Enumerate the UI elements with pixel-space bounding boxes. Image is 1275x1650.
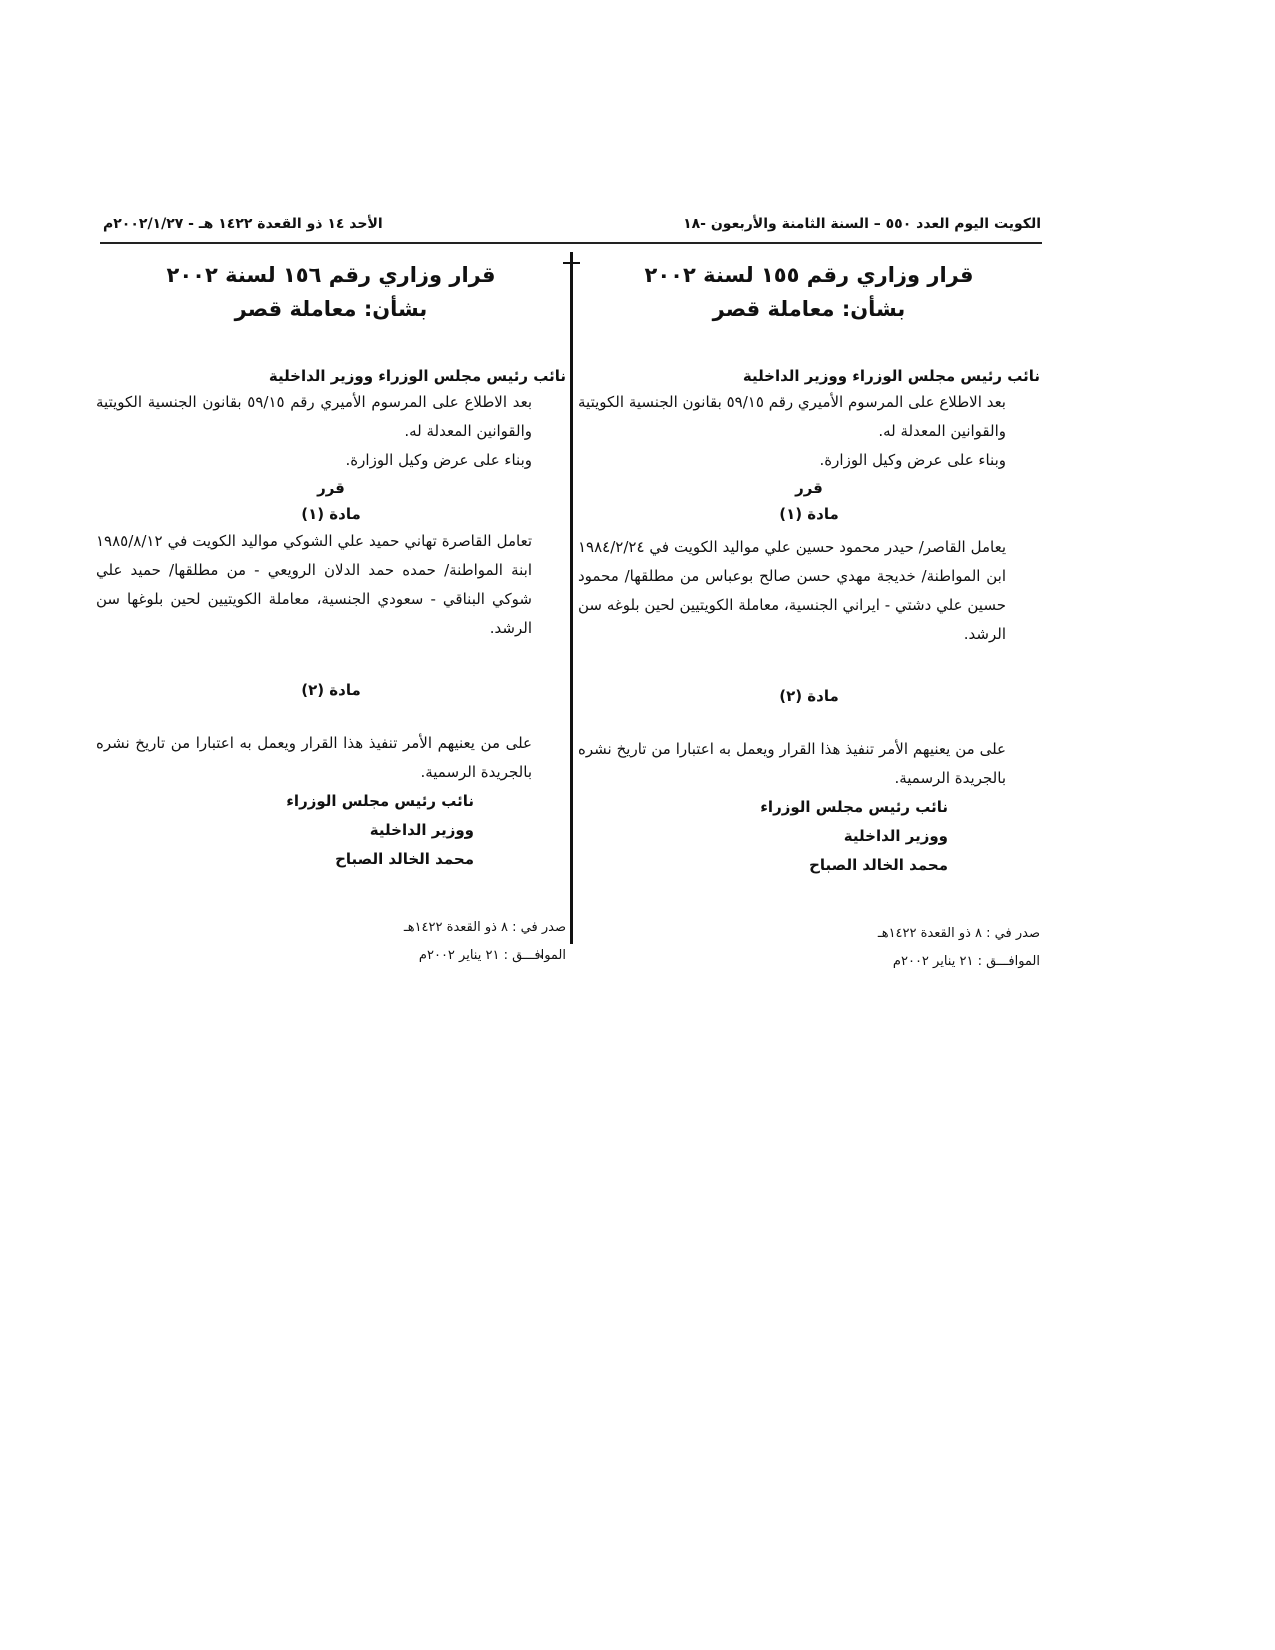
corresponding-date: الموافـــق : ٢١ يناير ٢٠٠٢م: [892, 954, 1040, 969]
article-1-text: يعامل القاصر/ حيدر محمود حسين علي مواليد الكويت في ١٩٨٤/٢/٢٤ ابن المواطنة/ خديجة مهدي حسن صالح بوعباس من مطلقها/ محمود حسين علي دشتي - ايراني الجنسية، معاملة الكويتيين لحين بلوغه سن الرشد.: [578, 538, 1006, 643]
decision-issuer: نائب رئيس مجلس الوزراء ووزير الداخلية: [268, 367, 566, 385]
signature-title-1: نائب رئيس مجلس الوزراء: [286, 792, 474, 810]
decision-preamble-1: بعد الاطلاع على المرسوم الأميري رقم ٥٩/١٥ بقانون الجنسية الكويتية والقوانين المعدلة له.: [96, 393, 532, 440]
column-divider: [570, 252, 573, 944]
decision-preamble-1: بعد الاطلاع على المرسوم الأميري رقم ٥٩/١٥ بقانون الجنسية الكويتية والقوانين المعدلة له.: [578, 393, 1006, 440]
signature-title-2: ووزير الداخلية: [843, 827, 948, 845]
article-1-title: مادة (١): [779, 505, 839, 523]
decision-preamble-2: وبناء على عرض وكيل الوزارة.: [819, 451, 1006, 469]
decision-title: قرار وزاري رقم ١٥٥ لسنة ٢٠٠٢: [644, 263, 974, 287]
decision-decided: قرر: [317, 479, 345, 497]
decision-155: [578, 258, 1040, 976]
issued-date: صدر في : ٨ ذو القعدة ١٤٢٢هـ: [877, 926, 1040, 941]
article-2-title: مادة (٢): [779, 687, 839, 705]
page-header-date: الأحد ١٤ ذو القعدة ١٤٢٢ هـ - ٢٠٠٢/١/٢٧م: [103, 216, 383, 232]
article-2-text: على من يعنيهم الأمر تنفيذ هذا القرار ويعمل به اعتبارا من تاريخ نشره بالجريدة الرسمية.: [96, 734, 532, 781]
decision-title: قرار وزاري رقم ١٥٦ لسنة ٢٠٠٢: [166, 263, 496, 287]
article-1-title: مادة (١): [301, 505, 361, 523]
decision-subject: بشأن: معاملة قصر: [234, 297, 428, 321]
signature-title-1: نائب رئيس مجلس الوزراء: [760, 798, 948, 816]
decision-subject: بشأن: معاملة قصر: [712, 297, 906, 321]
signature-name: محمد الخالد الصباح: [809, 856, 948, 874]
header-rule: [100, 242, 1042, 244]
article-1-text: تعامل القاصرة تهاني حميد علي الشوكي مواليد الكويت في ١٩٨٥/٨/١٢ ابنة المواطنة/ حمده حمد الدلان الرويعي - من مطلقها/ حميد علي شوكي البناقي - سعودي الجنسية، معاملة الكويتيين لحين بلوغها سن الرشد.: [96, 532, 532, 637]
decision-decided: قرر: [795, 479, 823, 497]
article-2-title: مادة (٢): [301, 681, 361, 699]
page-header-issue: الكويت اليوم العدد ٥٥٠ – السنة الثامنة والأربعون -١٨: [683, 216, 1041, 232]
corresponding-date: الموافـــق : ٢١ يناير ٢٠٠٢م: [418, 948, 566, 963]
signature-title-2: ووزير الداخلية: [369, 821, 474, 839]
decision-issuer: نائب رئيس مجلس الوزراء ووزير الداخلية: [742, 367, 1040, 385]
decision-156: [96, 258, 566, 970]
article-2-text: على من يعنيهم الأمر تنفيذ هذا القرار ويعمل به اعتبارا من تاريخ نشره بالجريدة الرسمية.: [578, 740, 1006, 787]
decision-preamble-2: وبناء على عرض وكيل الوزارة.: [345, 451, 532, 469]
issued-date: صدر في : ٨ ذو القعدة ١٤٢٢هـ: [403, 920, 566, 935]
signature-name: محمد الخالد الصباح: [335, 850, 474, 868]
